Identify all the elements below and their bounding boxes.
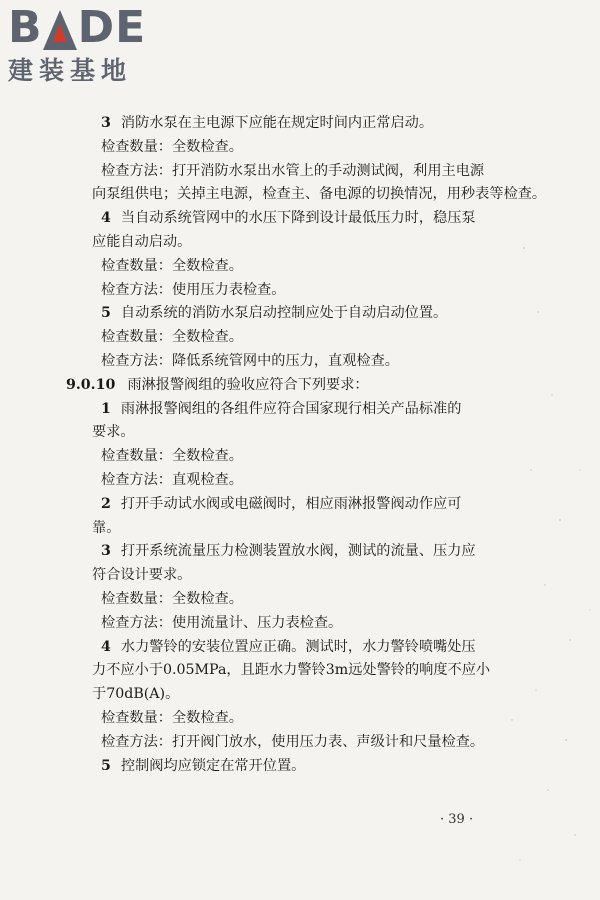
- line-text: 检查方法：打开阀门放水，使用压力表、声级计和尺量检查。: [101, 733, 485, 750]
- line-text: 检查方法：使用流量计、压力表检查。: [101, 614, 343, 631]
- text-line: [92, 136, 512, 160]
- document-body: [66, 112, 547, 778]
- text-line: [92, 469, 512, 493]
- text-line: [92, 231, 512, 255]
- line-text: 力不应小于0.05MPa，且距水力警铃3m远处警铃的响度不应小: [92, 662, 491, 679]
- line-text: 检查数量：全数检查。: [101, 448, 243, 465]
- text-line: [92, 112, 512, 136]
- text-line: [92, 421, 512, 445]
- item-number: 5: [101, 757, 111, 774]
- item-number: 2: [101, 495, 111, 512]
- item-number: 1: [101, 400, 111, 417]
- line-text: 应能自动启动。: [92, 233, 192, 250]
- line-text: 检查数量：全数检查。: [101, 590, 243, 607]
- line-text: 符合设计要求。: [92, 567, 192, 584]
- text-line: [92, 517, 512, 541]
- logo-wordmark: B DE: [8, 2, 147, 53]
- line-text: 检查方法：使用压力表检查。: [101, 281, 286, 298]
- line-text: 消防水泵在主电源下应能在规定时间内正常启动。: [120, 115, 434, 131]
- page-number: · 39 ·: [440, 812, 474, 827]
- line-text: 检查数量：全数检查。: [101, 138, 243, 155]
- logo-a-triangle-icon: [43, 4, 78, 52]
- line-text: 检查方法：打开消防水泵出水管上的手动测试阀，利用主电源: [101, 162, 485, 179]
- item-number: 3: [101, 115, 111, 131]
- line-text: 检查数量：全数检查。: [101, 709, 243, 726]
- line-text: 要求。: [92, 424, 135, 441]
- line-text: 于70dB(A)。: [92, 686, 180, 703]
- item-number: 4: [101, 638, 111, 655]
- item-number: 3: [101, 543, 111, 560]
- item-number: 4: [101, 210, 111, 227]
- text-line: [92, 279, 512, 303]
- text-line: [92, 493, 512, 517]
- text-line: [92, 612, 512, 636]
- bade-logo: [8, 4, 178, 96]
- text-line: [92, 183, 547, 207]
- text-line: [92, 731, 512, 755]
- line-text: 靠。: [92, 519, 121, 536]
- line-text: 向泵组供电；关掉主电源，检查主、备电源的切换情况，用秒表等检查。: [92, 186, 547, 203]
- line-text: 检查数量：全数检查。: [101, 329, 243, 346]
- text-line: [92, 564, 512, 588]
- text-line: [92, 398, 512, 422]
- line-text: 打开手动试水阀或电磁阀时，相应雨淋报警阀动作应可: [120, 495, 462, 512]
- text-line: [92, 207, 512, 231]
- text-line: [92, 255, 512, 279]
- text-line: [92, 683, 512, 707]
- line-text: 打开系统流量压力检测装置放水阀，测试的流量、压力应: [120, 543, 476, 560]
- text-line: [92, 707, 512, 731]
- line-text: 检查方法：直观检查。: [101, 471, 243, 488]
- line-text: 检查数量：全数检查。: [101, 257, 243, 274]
- text-line: [92, 445, 512, 469]
- line-text: 雨淋报警阀组的各组件应符合国家现行相关产品标准的: [120, 400, 462, 417]
- logo-subtitle: 建装基地: [8, 56, 133, 85]
- line-text: 自动系统的消防水泵启动控制应处于自动启动位置。: [120, 305, 448, 322]
- text-line: [92, 350, 512, 374]
- line-text: 水力警铃的安装位置应正确。测试时，水力警铃喷嘴处压: [120, 638, 476, 655]
- text-line: [92, 755, 512, 779]
- item-number: 5: [101, 305, 111, 322]
- text-line: [92, 636, 512, 660]
- text-line: [92, 160, 512, 184]
- text-line: [92, 588, 512, 612]
- section-number: 9.0.10: [66, 376, 116, 393]
- line-text: 当自动系统管网中的水压下降到设计最低压力时，稳压泵: [120, 210, 476, 227]
- text-line: [92, 540, 512, 564]
- line-text: 雨淋报警阀组的验收应符合下列要求：: [127, 376, 369, 393]
- line-text: 检查方法：降低系统管网中的压力，直观检查。: [101, 352, 399, 369]
- line-text: 控制阀均应锁定在常开位置。: [120, 757, 306, 774]
- text-line: [92, 326, 512, 350]
- text-line: [66, 374, 512, 398]
- text-line: [92, 302, 512, 326]
- text-line: [92, 659, 512, 683]
